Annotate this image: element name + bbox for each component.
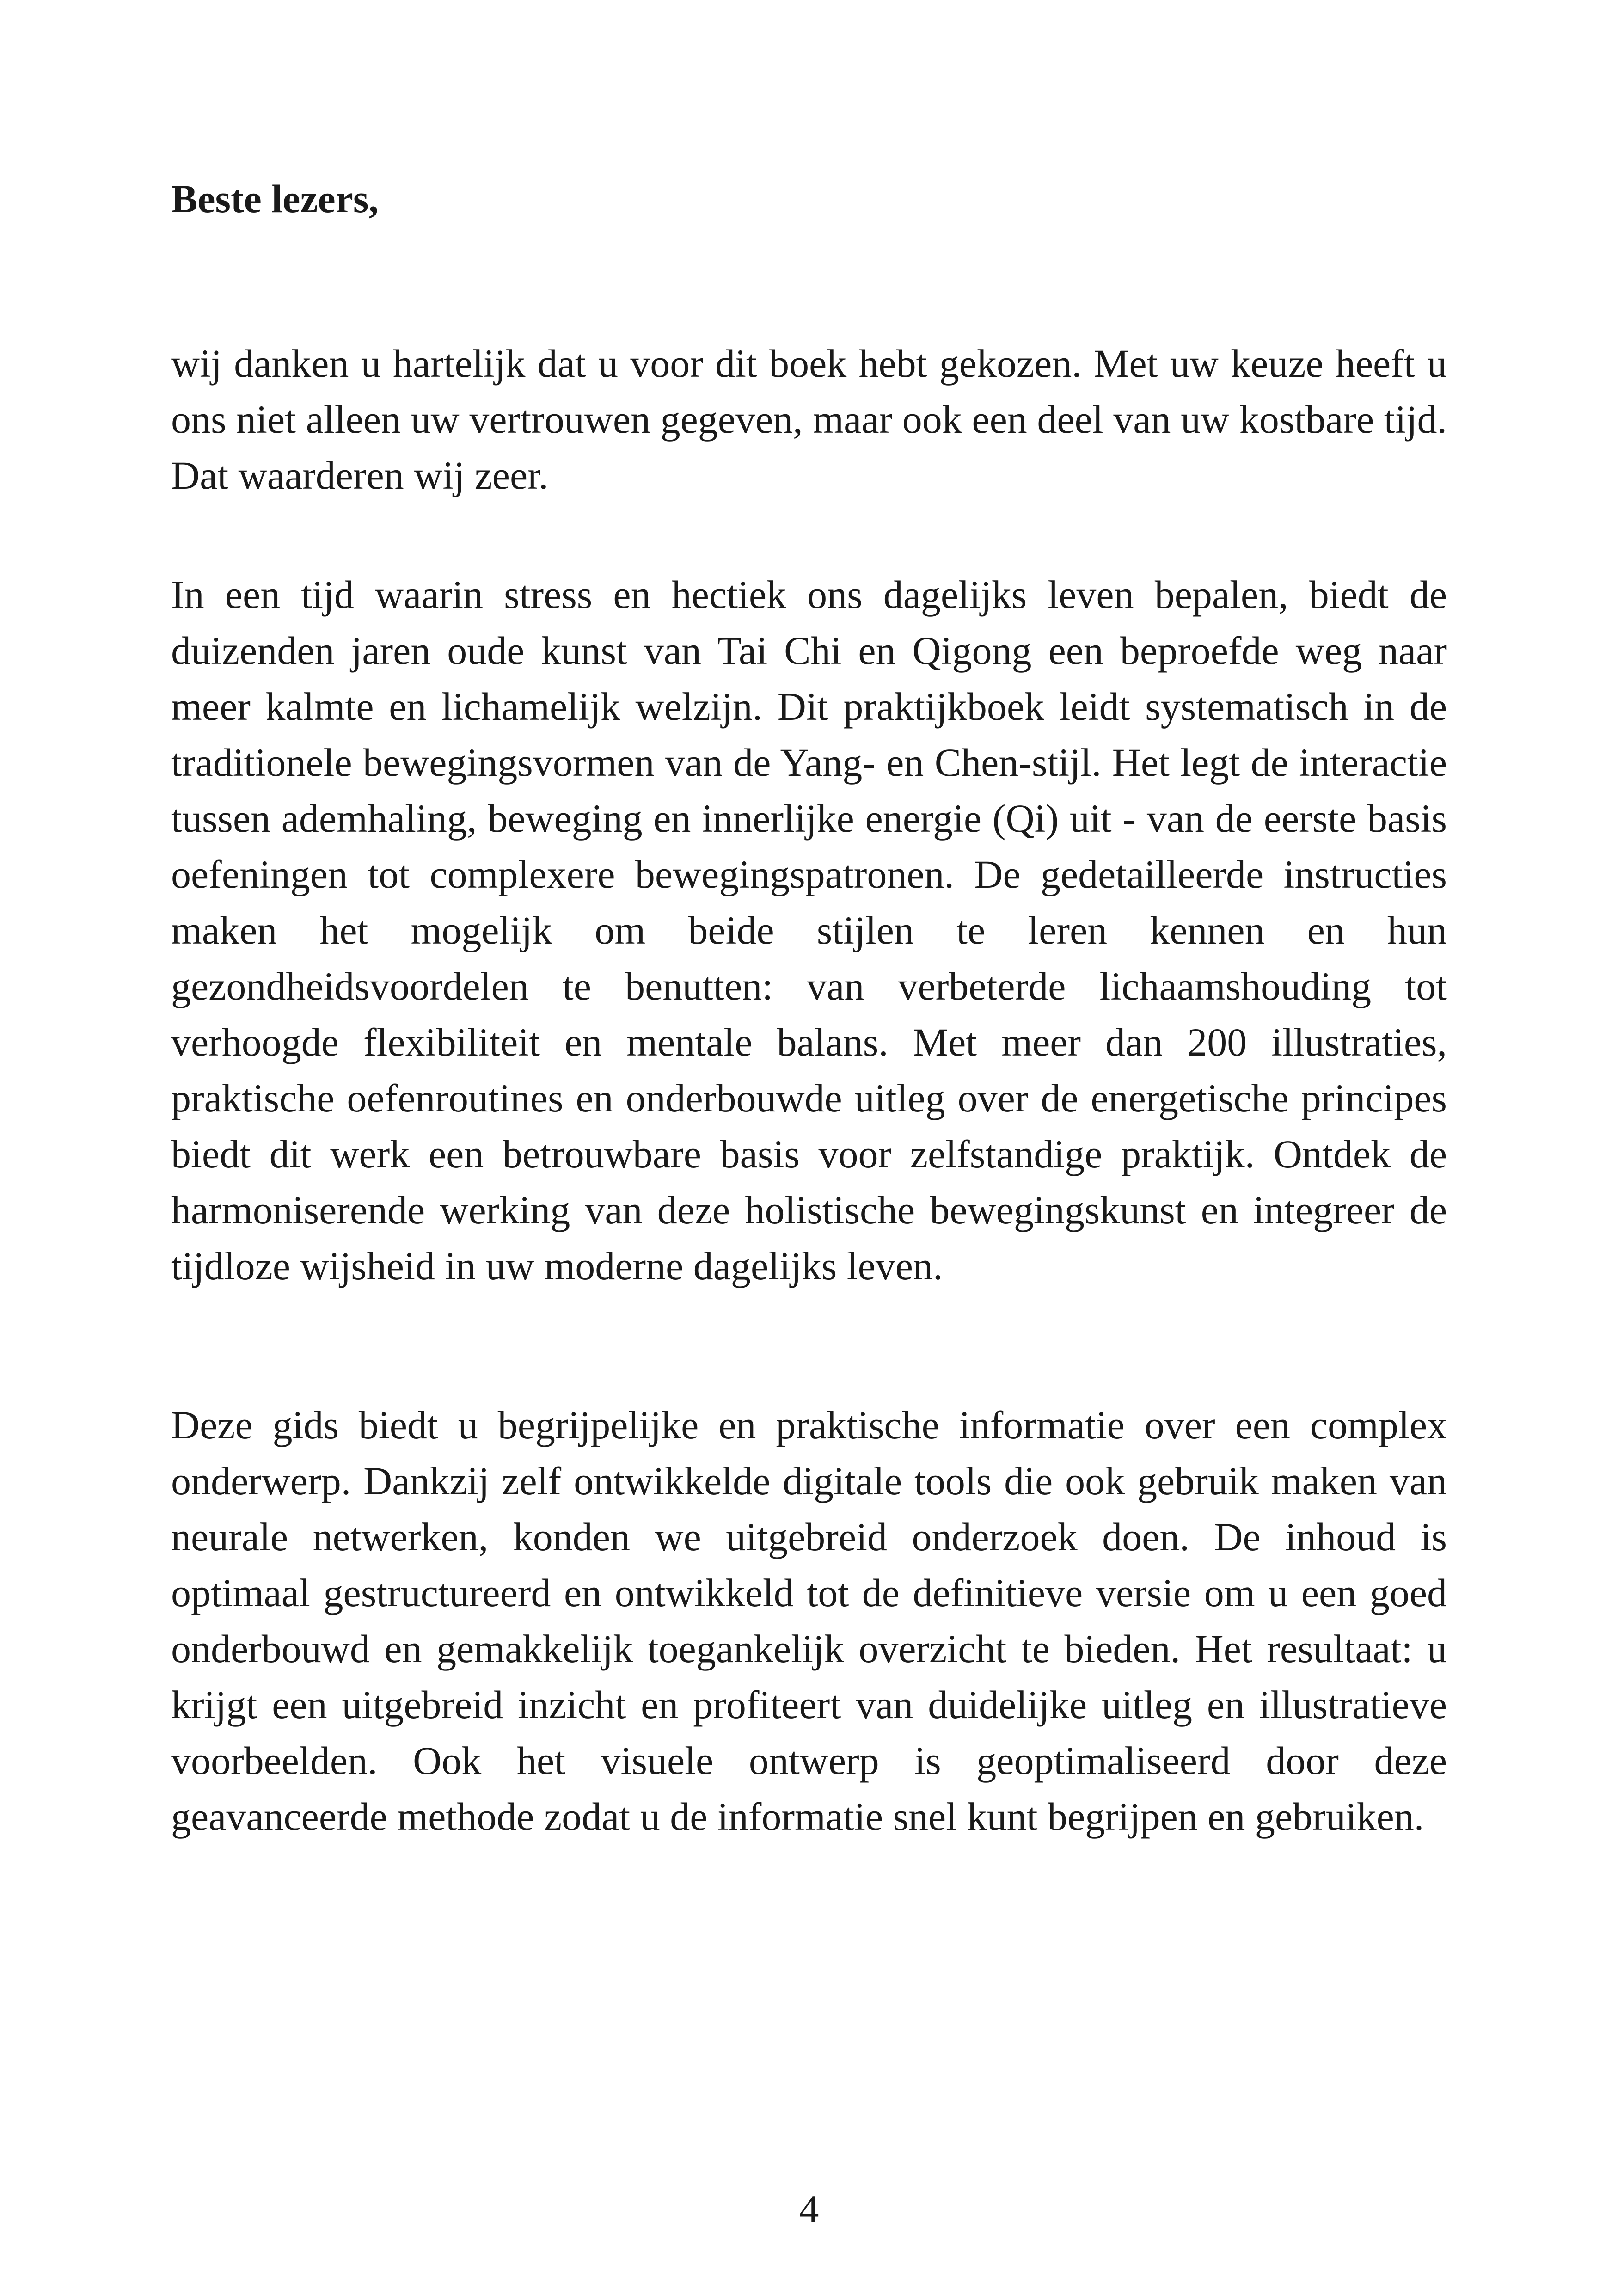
salutation: Beste lezers, <box>171 177 379 221</box>
paragraph-thanks: wij danken u hartelijk dat u voor dit boek hebt gekozen. Met uw keuze heeft u ons niet alleen uw vertrouwen gegeven, maar ook een deel van uw kostbare tijd. Dat waarderen wij zeer. <box>171 341 1447 497</box>
paragraph-guide-method: Deze gids biedt u begrijpelijke en praktische informatie over een complex onderwerp. Dankzij zelf ontwikkelde digitale tools die ook gebruik maken van neurale netwerken, konden we uitgebreid onderzoek doen. De inhoud is optimaal gestructureerd en ontwikkeld tot de definitieve versie om u een goed onderbouwd en gemakkelijk toegankelijk overzicht te bieden. Het resultaat: u krijgt een uitgebreid inzicht en profiteert van duidelijke uitleg en illustratieve voorbeelden. Ook het visuele ontwerp is geoptimaliseerd door deze geavanceerde methode zodat u de informatie snel kunt begrijpen en gebruiken. <box>171 1403 1447 1839</box>
page-number: 4 <box>799 2187 819 2231</box>
paragraph-book-description: In een tijd waarin stress en hectiek ons dagelijks leven bepalen, biedt de duizenden jaren oude kunst van Tai Chi en Qigong een beproefde weg naar meer kalmte en lichamelijk welzijn. Dit praktijkboek leidt systematisch in de traditionele bewegingsvormen van de Yang- en Chen-stijl. Het legt de interactie tussen ademhaling, beweging en innerlijke energie (Qi) uit - van de eerste basis oefeningen tot complexere bewegingspatronen. De gedetailleerde instructies maken het mogelijk om beide stijlen te leren kennen en hun gezondheidsvoordelen te benutten: van verbeterde lichaamshouding tot verhoogde flexibiliteit en mentale balans. Met meer dan 200 illustraties, praktische oefenroutines en onderbouwde uitleg over de energetische principes biedt dit werk een betrouwbare basis voor zelfstandige praktijk. Ontdek de harmoniserende werking van deze holistische bewegingskunst en integreer de tijdloze wijsheid in uw moderne dagelijks leven. <box>171 572 1447 1288</box>
